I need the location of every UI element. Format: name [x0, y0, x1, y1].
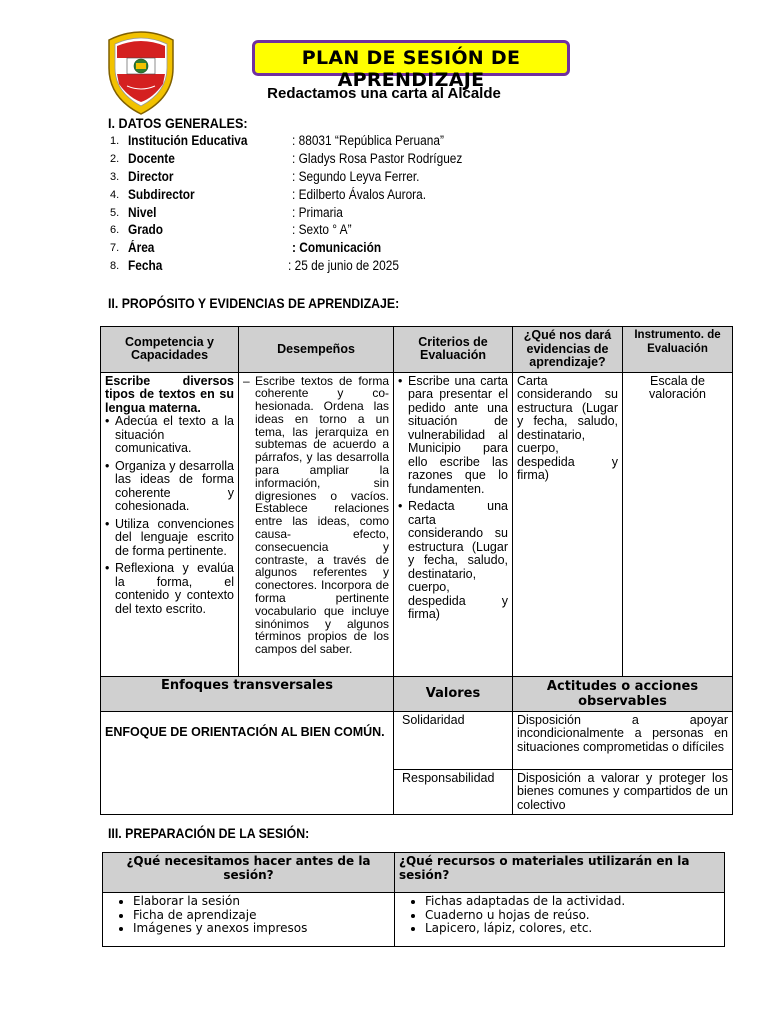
competencia-title: Escribe diversos tipos de textos en su lengua materna.: [105, 373, 234, 415]
row-number: 4.: [110, 189, 120, 201]
valor-cell: Responsabilidad: [394, 769, 513, 815]
row-label: Nivel: [128, 205, 157, 220]
list-item: – Escribe textos de forma coherente y co- hesionada. Ordena las ideas en torno a un tema, las jerarquiza en subtemas de acuerdo a párrafos, y las desarrolla para ampliar la información, sin digresiones o vacíos. Establece relaciones entre las ideas, como causa- efecto, consecuencia y contraste, a través de algunos referentes y conectores. Incorpora de forma pertinente vocabulario que incluye sinónimos y algunos términos propios de los campos del saber.: [255, 375, 389, 657]
actitud-cell: Disposición a apoyar incondicionalmente a personas en situaciones comprometidas o difíciles: [513, 711, 733, 769]
row-number: 8.: [110, 260, 120, 272]
header-evidencias: ¿Qué nos dará evidencias de aprendizaje?: [513, 327, 623, 373]
header-criterios: Criterios de Evaluación: [394, 327, 513, 373]
list-item: • Elaborar la sesión: [133, 895, 390, 909]
desempenos-list: [243, 375, 389, 657]
list-item: • Fichas adaptadas de la actividad.: [425, 895, 720, 909]
row-label: Docente: [128, 151, 175, 166]
row-label: Grado: [128, 222, 163, 237]
row-number: 6.: [110, 224, 120, 236]
row-value: : Comunicación: [292, 240, 382, 255]
instrumento-cell: Escala de valoración: [623, 372, 733, 676]
school-shield-logo: [105, 28, 177, 116]
header-desempenos: Desempeños: [239, 327, 394, 373]
antes-list: [107, 895, 390, 936]
header-instrumento: Instrumento. de Evaluación: [623, 327, 733, 373]
list-item: • Imágenes y anexos impresos: [133, 922, 390, 936]
criterios-cell: [394, 372, 513, 676]
actitud-cell: Disposición a valorar y proteger los bienes comunes y compartidos de un colectivo: [513, 769, 733, 815]
row-value: : 25 de junio de 2025: [288, 258, 399, 273]
list-item: • Utiliza convenciones del lenguaje escrito de forma pertinente.: [115, 518, 234, 559]
list-item: • Reflexiona y evalúa la forma, el contenido y contexto del texto escrito.: [115, 562, 234, 616]
row-label: Fecha: [128, 258, 163, 273]
list-item: • Lapicero, lápiz, colores, etc.: [425, 922, 720, 936]
section-heading-proposito: II. PROPÓSITO Y EVIDENCIAS DE APRENDIZAJE:: [108, 295, 400, 311]
row-number: 1.: [110, 135, 120, 147]
antes-cell: [103, 893, 395, 947]
title-box: [252, 40, 570, 91]
enfoques-header: Enfoques transversales: [101, 676, 394, 711]
list-item: • Cuaderno u hojas de reúso.: [425, 909, 720, 923]
valor-cell: Solidaridad: [394, 711, 513, 769]
row-label: Área: [128, 240, 155, 255]
enfoque-cell: ENFOQUE DE ORIENTACIÓN AL BIEN COMÚN.: [101, 711, 394, 815]
section-heading-datos: I. DATOS GENERALES:: [108, 115, 248, 131]
valores-header: Valores: [394, 676, 513, 711]
row-label: Institución Educativa: [128, 133, 248, 148]
row-value: : 88031 “República Peruana”: [292, 133, 444, 148]
preparacion-table: [102, 852, 725, 947]
list-item: • Ficha de aprendizaje: [133, 909, 390, 923]
row-value: : Segundo Leyva Ferrer.: [292, 169, 420, 184]
row-value: : Sexto ° A”: [292, 222, 352, 237]
capacidades-list: [105, 415, 234, 616]
evidencias-cell: Carta considerando su estructura (Lugar y fecha, saludo, destinatario, cuerpo, despedida y firma): [513, 372, 623, 676]
row-number: 3.: [110, 171, 120, 183]
header-competencia: Competencia y Capacidades: [101, 327, 239, 373]
session-subtitle: Redactamos una carta al Alcalde: [267, 85, 501, 102]
row-number: 7.: [110, 242, 120, 254]
recursos-cell: [395, 893, 725, 947]
row-label: Director: [128, 169, 174, 184]
list-item: • Organiza y desarrolla las ideas de forma coherente y cohesionada.: [115, 460, 234, 514]
row-number: 2.: [110, 153, 120, 165]
row-value: : Primaria: [292, 205, 343, 220]
row-number: 5.: [110, 207, 120, 219]
header-recursos: ¿Qué recursos o materiales utilizarán en la sesión?: [395, 853, 725, 893]
page-title: PLAN DE SESIÓN DE APRENDIZAJE: [301, 47, 521, 91]
list-item: • Escribe una carta para presentar el pedido ante una situación de vulnerabilidad al Municipio para ello escribe las razones que lo fundamenten.: [408, 375, 508, 497]
criterios-list: [398, 375, 508, 622]
list-item: • Adecúa el texto a la situación comunicativa.: [115, 415, 234, 456]
desempenos-cell: [239, 372, 394, 676]
header-antes: ¿Qué necesitamos hacer antes de la sesión?: [103, 853, 395, 893]
row-value: : Gladys Rosa Pastor Rodríguez: [292, 151, 463, 166]
actitudes-header: Actitudes o acciones observables: [513, 676, 733, 711]
row-value: : Edilberto Ávalos Aurora.: [292, 187, 427, 202]
section-heading-preparacion: III. PREPARACIÓN DE LA SESIÓN:: [108, 825, 310, 841]
recursos-list: [399, 895, 720, 936]
proposito-table: [100, 326, 733, 815]
row-label: Subdirector: [128, 187, 195, 202]
competencia-cell: [101, 372, 239, 676]
list-item: • Redacta una carta considerando su estructura (Lugar y fecha, saludo, destinatario, cuerpo, despedida y firma): [408, 500, 508, 622]
